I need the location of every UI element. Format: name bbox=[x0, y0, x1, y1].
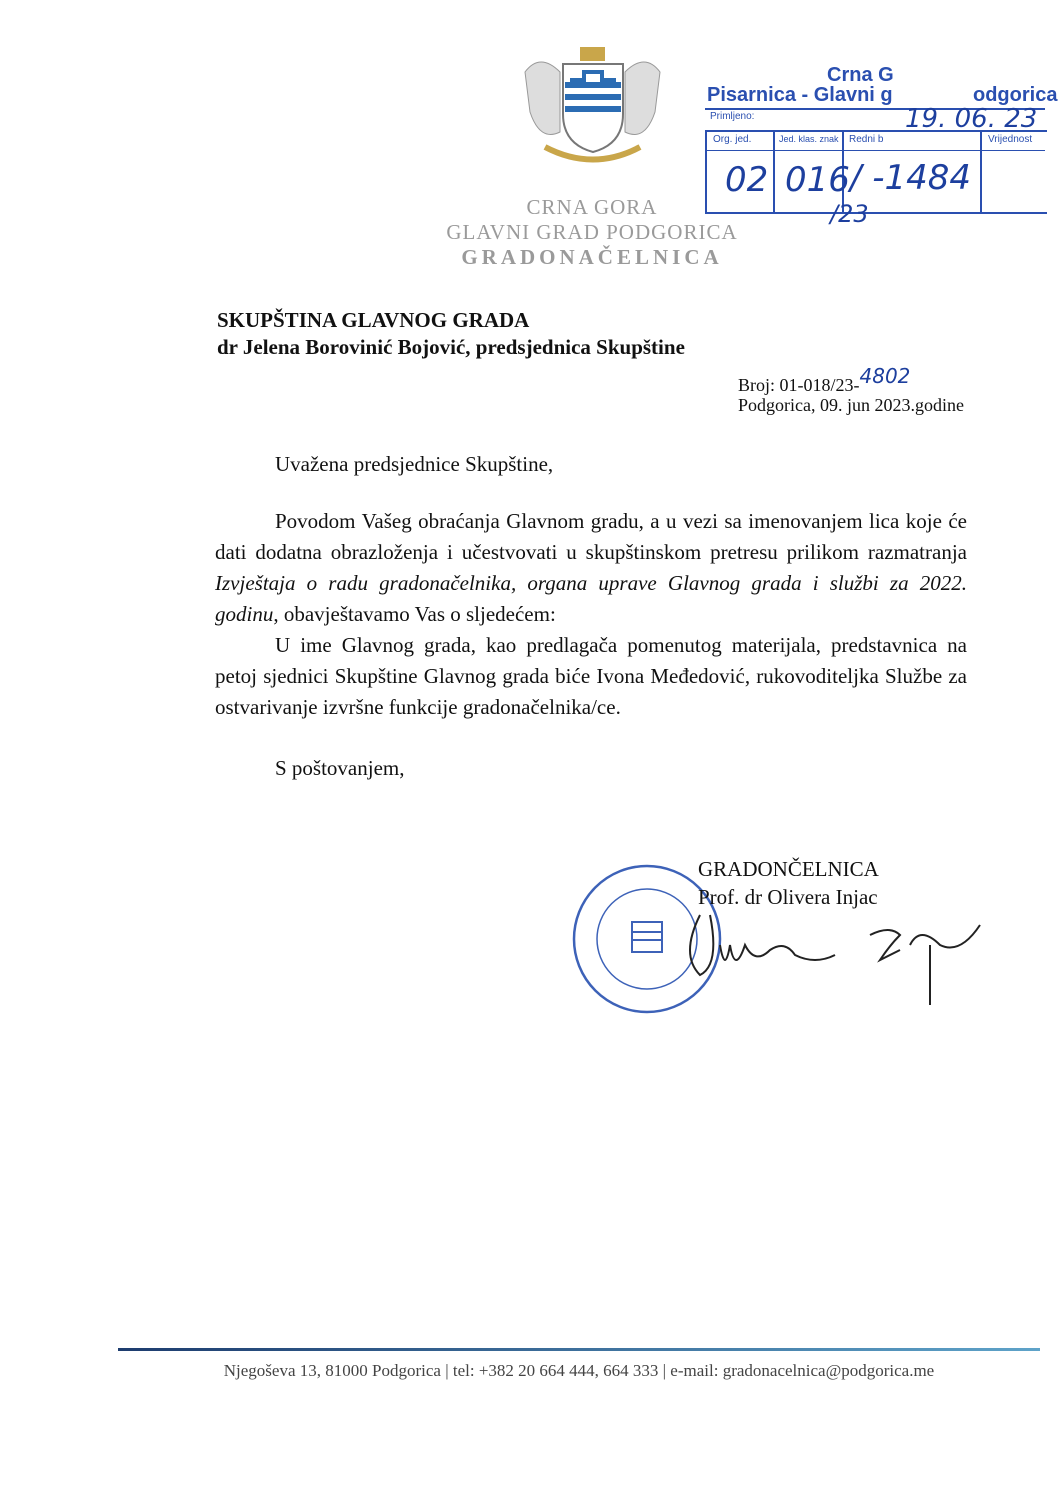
addressee-line2: dr Jelena Borovinić Bojović, predsjednica Skupštine bbox=[217, 335, 685, 359]
footer-divider bbox=[118, 1348, 1040, 1351]
broj-handwritten: 4802 bbox=[859, 364, 911, 388]
stamp-class: 016 bbox=[785, 160, 850, 200]
signature-name: Prof. dr Olivera Injac bbox=[698, 885, 878, 909]
letterhead-office: GRADONAČELNICA bbox=[461, 245, 723, 269]
paragraph-2: U ime Glavnog grada, kao predlagača pomenutog materijala, predstavnica na petoj sjednici Skupštine Glavnog grada biće Ivona Međedović, rukovoditeljka Službe za ostvarivanje izvršne funkcije gradonačelnika/ce. bbox=[215, 633, 967, 719]
addressee-line1: SKUPŠTINA GLAVNOG GRADA bbox=[217, 308, 530, 332]
stamp-col-class: Jed. klas. znak bbox=[779, 134, 839, 144]
letterhead-country: CRNA GORA bbox=[526, 195, 658, 219]
letterhead-city: GLAVNI GRAD PODGORICA bbox=[446, 220, 738, 244]
place-date: Podgorica, 09. jun 2023.godine bbox=[738, 395, 964, 415]
broj-label: Broj: 01-018/23- bbox=[738, 375, 860, 395]
stamp-line1: Crna G bbox=[827, 64, 894, 86]
stamp-received-label: Primljeno: bbox=[710, 111, 755, 122]
reference-number bbox=[738, 364, 911, 396]
coat-of-arms-logo bbox=[515, 42, 670, 167]
stamp-col-org: Org. jed. bbox=[713, 134, 752, 145]
stamp-num: / -1484 bbox=[850, 158, 972, 198]
footer-contact: Njegoševa 13, 81000 Podgorica | tel: +382 20 664 444, 664 333 | e-mail: gradonacelnica@podgorica.me bbox=[223, 1361, 935, 1380]
stamp-line2b: odgorica bbox=[973, 84, 1058, 106]
paragraph-1 bbox=[215, 506, 967, 630]
registry-stamp bbox=[705, 60, 1058, 228]
stamp-col-value: Vrijednost bbox=[988, 134, 1033, 145]
stamp-org: 02 bbox=[725, 160, 769, 200]
stamp-col-num: Redni b bbox=[849, 134, 884, 145]
handwritten-signature bbox=[680, 905, 1030, 1015]
stamp-received-date: 19. 06. 23 bbox=[905, 104, 1038, 134]
para1-text: Povodom Vašeg obraćanja Glavnom gradu, a u vezi sa imenovanjem lica koje će dati dodatna obrazloženja i učestvovati u skupštinskom pretresu prilikom razmatranja bbox=[215, 509, 967, 564]
closing: S poštovanjem, bbox=[275, 756, 405, 780]
signature-title: GRADONČELNICA bbox=[698, 857, 879, 881]
stamp-year: /23 bbox=[830, 200, 869, 228]
greeting: Uvažena predsjednice Skupštine, bbox=[275, 452, 554, 476]
report-title: Izvještaja o radu gradonačelnika, organa uprave Glavnog grada i službi za 2022. godinu bbox=[215, 571, 967, 626]
stamp-line2: Pisarnica - Glavni g bbox=[707, 84, 893, 106]
para1-end: , obavještavamo Vas o sljedećem: bbox=[273, 602, 556, 626]
